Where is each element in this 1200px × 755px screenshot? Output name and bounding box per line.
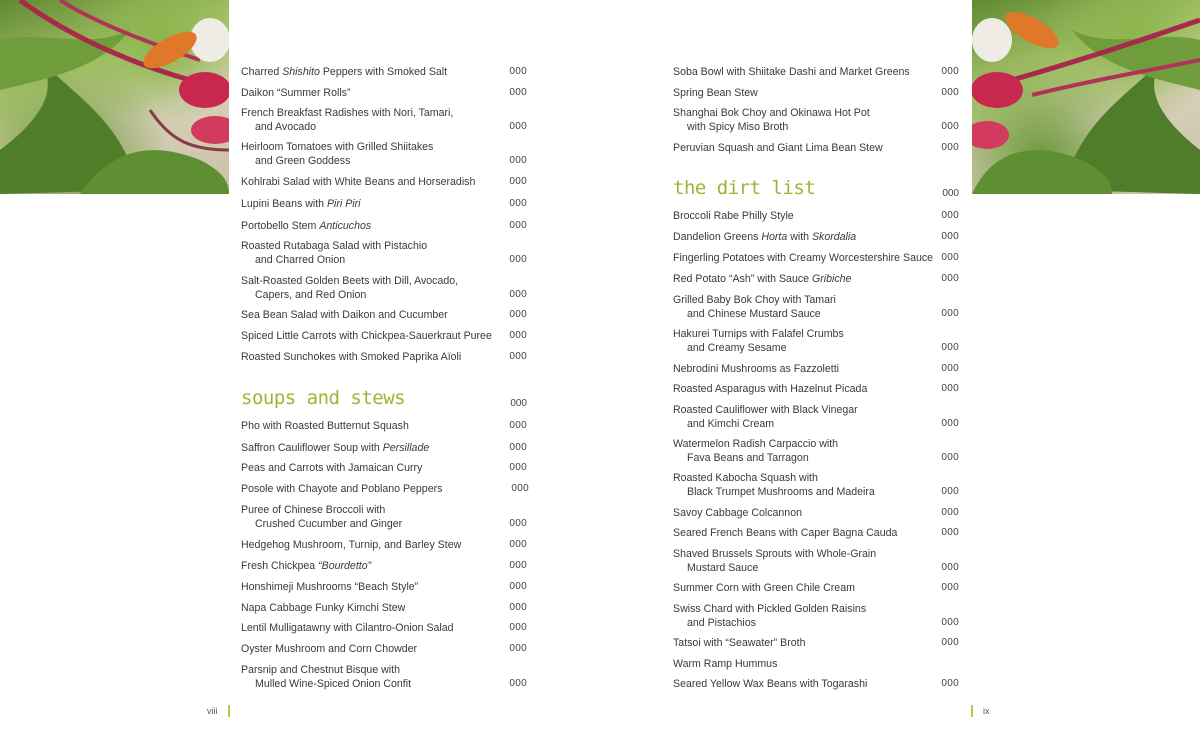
entry-title: Peas and Carrots with Jamaican Curry	[241, 462, 423, 474]
entry-title: Oyster Mushroom and Corn Chowder	[241, 643, 418, 655]
page-number: 000	[941, 486, 959, 497]
toc-entry[interactable]	[673, 547, 963, 575]
page-number: 000	[509, 87, 527, 98]
toc-entry[interactable]	[673, 581, 963, 595]
entry-title: Spiced Little Carrots with Chickpea-Sauerkraut Puree	[241, 330, 492, 342]
vegetable-photo-right	[972, 0, 1200, 194]
toc-entry[interactable]	[673, 437, 963, 465]
toc-entry[interactable]	[673, 526, 963, 540]
toc-entry[interactable]	[241, 559, 531, 573]
folio-right: ix	[983, 706, 990, 716]
toc-entry[interactable]	[673, 230, 963, 244]
page-number: 000	[509, 518, 527, 529]
entry-title: Heirloom Tomatoes with Grilled Shiitakes	[241, 141, 434, 153]
entry-title: Seared French Beans with Caper Bagna Cauda	[673, 527, 898, 539]
section-title: the dirt list	[673, 177, 816, 199]
entry-title: Soba Bowl with Shiitake Dashi and Market Greens	[673, 66, 910, 78]
entry-title: Seared Yellow Wax Beans with Togarashi	[673, 678, 868, 690]
entry-title-line2: Capers, and Red Onion	[255, 289, 367, 301]
entry-title: Hakurei Turnips with Falafel Crumbs	[673, 328, 844, 340]
page-number: 000	[941, 363, 959, 374]
page-number: 000	[941, 582, 959, 593]
page-number: 000	[941, 66, 959, 77]
page-number: 000	[941, 678, 959, 689]
entry-title-line2: and Chinese Mustard Sauce	[687, 308, 821, 320]
entry-title-line2: with Spicy Miso Broth	[687, 121, 789, 133]
entry-title-italic: “Bourdetto”	[318, 560, 372, 572]
toc-entry[interactable]	[241, 140, 531, 168]
entry-title: Fingerling Potatoes with Creamy Worcestershire Sauce	[673, 252, 934, 264]
toc-entry[interactable]	[673, 403, 963, 431]
toc-entry[interactable]	[241, 663, 531, 691]
entry-title: Lentil Mulligatawny with Cilantro-Onion Salad	[241, 622, 454, 634]
toc-entry[interactable]	[673, 382, 963, 396]
entry-title-line2: and Creamy Sesame	[687, 342, 787, 354]
toc-entry[interactable]	[241, 538, 531, 552]
section-heading-soups[interactable]	[241, 387, 531, 409]
page-number: 000	[509, 560, 527, 571]
toc-entry[interactable]	[241, 65, 531, 79]
entry-title: Pho with Roasted Butternut Squash	[241, 420, 409, 432]
entry-title: Sea Bean Salad with Daikon and Cucumber	[241, 309, 448, 321]
entry-title: Salt-Roasted Golden Beets with Dill, Avocado,	[241, 275, 459, 287]
page-number: 000	[941, 87, 959, 98]
toc-entry[interactable]	[241, 580, 531, 594]
toc-entry[interactable]	[241, 621, 531, 635]
page-number: 000	[509, 442, 527, 453]
section-heading-dirt-list[interactable]	[673, 177, 963, 199]
toc-entry[interactable]	[241, 308, 531, 322]
entry-title-italic: Horta	[761, 231, 788, 243]
toc-entry[interactable]	[673, 106, 963, 134]
folio-divider-right	[971, 705, 973, 717]
page-number: 000	[509, 602, 527, 613]
entry-title: Charred	[241, 66, 283, 78]
section-title: soups and stews	[241, 387, 406, 409]
entry-title-italic: Persillade	[382, 442, 430, 454]
entry-title-italic: Anticuchos	[319, 220, 372, 232]
vegetable-photo-left	[0, 0, 229, 194]
entry-title-italic: Piri Piri	[326, 198, 361, 210]
toc-entry[interactable]	[241, 642, 531, 656]
page-number: 000	[509, 539, 527, 550]
page-number: 000	[941, 383, 959, 394]
entry-title-line2: and Pistachios	[687, 617, 756, 629]
entry-title-mid: with	[787, 231, 812, 243]
radish-illustration-right	[972, 0, 1200, 194]
entry-title: Tatsoi with “Seawater” Broth	[673, 637, 806, 649]
page-number: 000	[941, 252, 959, 263]
entry-title: Kohlrabi Salad with White Beans and Horseradish	[241, 176, 476, 188]
page-number: 000	[509, 289, 527, 300]
page-number: 000	[941, 231, 959, 242]
toc-entry[interactable]	[673, 293, 963, 321]
page-number: 000	[509, 176, 527, 187]
page-number: 000	[941, 342, 959, 353]
toc-entry[interactable]	[241, 441, 531, 455]
page-number: 000	[509, 309, 527, 320]
toc-entry[interactable]	[673, 677, 963, 691]
page-number: 000	[941, 527, 959, 538]
toc-entry[interactable]	[241, 106, 531, 134]
toc-entry[interactable]	[241, 274, 531, 302]
toc-entry[interactable]	[241, 239, 531, 267]
entry-title-line2: and Avocado	[255, 121, 317, 133]
entry-title-line2: and Charred Onion	[255, 254, 346, 266]
entry-title: Summer Corn with Green Chile Cream	[673, 582, 855, 594]
page-number: 000	[941, 308, 959, 319]
entry-title-line2: and Green Goddess	[255, 155, 351, 167]
toc-entry[interactable]	[673, 327, 963, 355]
page-number: 000	[509, 155, 527, 166]
entry-title: Honshimeji Mushrooms “Beach Style”	[241, 581, 419, 593]
folio-divider-left	[228, 705, 230, 717]
toc-entry[interactable]	[241, 219, 531, 233]
toc-entry[interactable]	[673, 141, 963, 155]
toc-entry[interactable]	[241, 86, 531, 100]
entry-title-end: Peppers with Smoked Salt	[319, 66, 448, 78]
entry-title: Dandelion Greens	[673, 231, 762, 243]
toc-entry[interactable]	[673, 272, 963, 286]
toc-entry[interactable]	[241, 461, 531, 475]
page-number: 000	[509, 198, 527, 209]
toc-entry[interactable]	[241, 419, 531, 433]
entry-title: Savoy Cabbage Colcannon	[673, 507, 802, 519]
entry-title: Roasted Cauliflower with Black Vinegar	[673, 404, 858, 416]
toc-entry[interactable]	[241, 329, 531, 343]
page-number: 000	[509, 254, 527, 265]
page-number: 000	[509, 351, 527, 362]
page-number: 000	[509, 420, 527, 431]
entry-title: Broccoli Rabe Philly Style	[673, 210, 794, 222]
page-number: 000	[941, 210, 959, 221]
entry-title: Roasted Asparagus with Hazelnut Picada	[673, 383, 868, 395]
entry-title: Portobello Stem	[241, 220, 320, 232]
entry-title-line2: Fava Beans and Tarragon	[687, 452, 809, 464]
toc-entry[interactable]	[673, 471, 963, 499]
toc-entry[interactable]	[241, 175, 531, 189]
page-number: 000	[509, 581, 527, 592]
page-number: 000	[509, 622, 527, 633]
entry-title: Posole with Chayote and Poblano Peppers	[241, 483, 443, 495]
page-number: 000	[509, 643, 527, 654]
entry-title-line2: Crushed Cucumber and Ginger	[255, 518, 403, 530]
page-number: 000	[511, 483, 529, 494]
entry-title: Fresh Chickpea	[241, 560, 319, 572]
entry-title: French Breakfast Radishes with Nori, Tamari,	[241, 107, 454, 119]
toc-entry[interactable]	[673, 251, 963, 265]
toc-entry[interactable]	[241, 503, 531, 531]
toc-entry[interactable]	[241, 197, 531, 211]
entry-title: Peruvian Squash and Giant Lima Bean Stew	[673, 142, 883, 154]
toc-entry[interactable]	[673, 602, 963, 630]
page-number: 000	[941, 452, 959, 463]
page-number: 000	[942, 188, 959, 199]
entry-title: Lupini Beans with	[241, 198, 327, 210]
entry-title: Shanghai Bok Choy and Okinawa Hot Pot	[673, 107, 870, 119]
entry-title-line2: Mustard Sauce	[687, 562, 759, 574]
page-number: 000	[509, 678, 527, 689]
entry-title-italic: Shishito	[282, 66, 320, 78]
page-number: 000	[510, 398, 527, 409]
entry-title: Parsnip and Chestnut Bisque with	[241, 664, 400, 676]
toc-entry[interactable]	[673, 636, 963, 650]
page-number: 000	[941, 562, 959, 573]
folio-left: viii	[207, 706, 218, 716]
entry-title: Grilled Baby Bok Choy with Tamari	[673, 294, 836, 306]
radish-illustration-left	[0, 0, 229, 194]
entry-title: Shaved Brussels Sprouts with Whole-Grain	[673, 548, 877, 560]
page-number: 000	[941, 273, 959, 284]
entry-title: Nebrodini Mushrooms as Fazzoletti	[673, 363, 840, 375]
toc-entry[interactable]	[241, 601, 531, 615]
entry-title-italic: Gribiche	[811, 273, 852, 285]
toc-entry[interactable]	[241, 350, 531, 364]
page-number: 000	[941, 617, 959, 628]
toc-entry[interactable]	[241, 482, 531, 496]
toc-entry[interactable]	[673, 65, 963, 79]
entry-title: Daikon “Summer Rolls”	[241, 87, 351, 99]
entry-title: Roasted Rutabaga Salad with Pistachio	[241, 240, 428, 252]
entry-title: Warm Ramp Hummus	[673, 658, 778, 670]
page-number: 000	[941, 142, 959, 153]
page-number: 000	[941, 418, 959, 429]
toc-entry[interactable]	[673, 506, 963, 520]
entry-title: Swiss Chard with Pickled Golden Raisins	[673, 603, 867, 615]
entry-title: Red Potato “Ash” with Sauce	[673, 273, 812, 285]
entry-title: Hedgehog Mushroom, Turnip, and Barley Stew	[241, 539, 462, 551]
toc-entry[interactable]	[673, 657, 963, 671]
entry-title-line2: Mulled Wine-Spiced Onion Confit	[255, 678, 412, 690]
entry-title: Watermelon Radish Carpaccio with	[673, 438, 839, 450]
toc-entry[interactable]	[673, 86, 963, 100]
page-number: 000	[941, 637, 959, 648]
page-number: 000	[509, 121, 527, 132]
page-number: 000	[941, 121, 959, 132]
page-number: 000	[509, 66, 527, 77]
entry-title-line2: and Kimchi Cream	[687, 418, 775, 430]
entry-title: Roasted Kabocha Squash with	[673, 472, 818, 484]
entry-title: Saffron Cauliflower Soup with	[241, 442, 383, 454]
page-number: 000	[509, 220, 527, 231]
entry-title: Spring Bean Stew	[673, 87, 758, 99]
entry-title: Roasted Sunchokes with Smoked Paprika Aïoli	[241, 351, 462, 363]
toc-entry[interactable]	[673, 209, 963, 223]
entry-title: Napa Cabbage Funky Kimchi Stew	[241, 602, 406, 614]
entry-title: Puree of Chinese Broccoli with	[241, 504, 386, 516]
toc-entry[interactable]	[673, 362, 963, 376]
entry-title-line2: Black Trumpet Mushrooms and Madeira	[687, 486, 875, 498]
page-number: 000	[941, 507, 959, 518]
entry-title-italic: Skordalia	[811, 231, 857, 243]
page-number: 000	[509, 462, 527, 473]
page-number: 000	[509, 330, 527, 341]
